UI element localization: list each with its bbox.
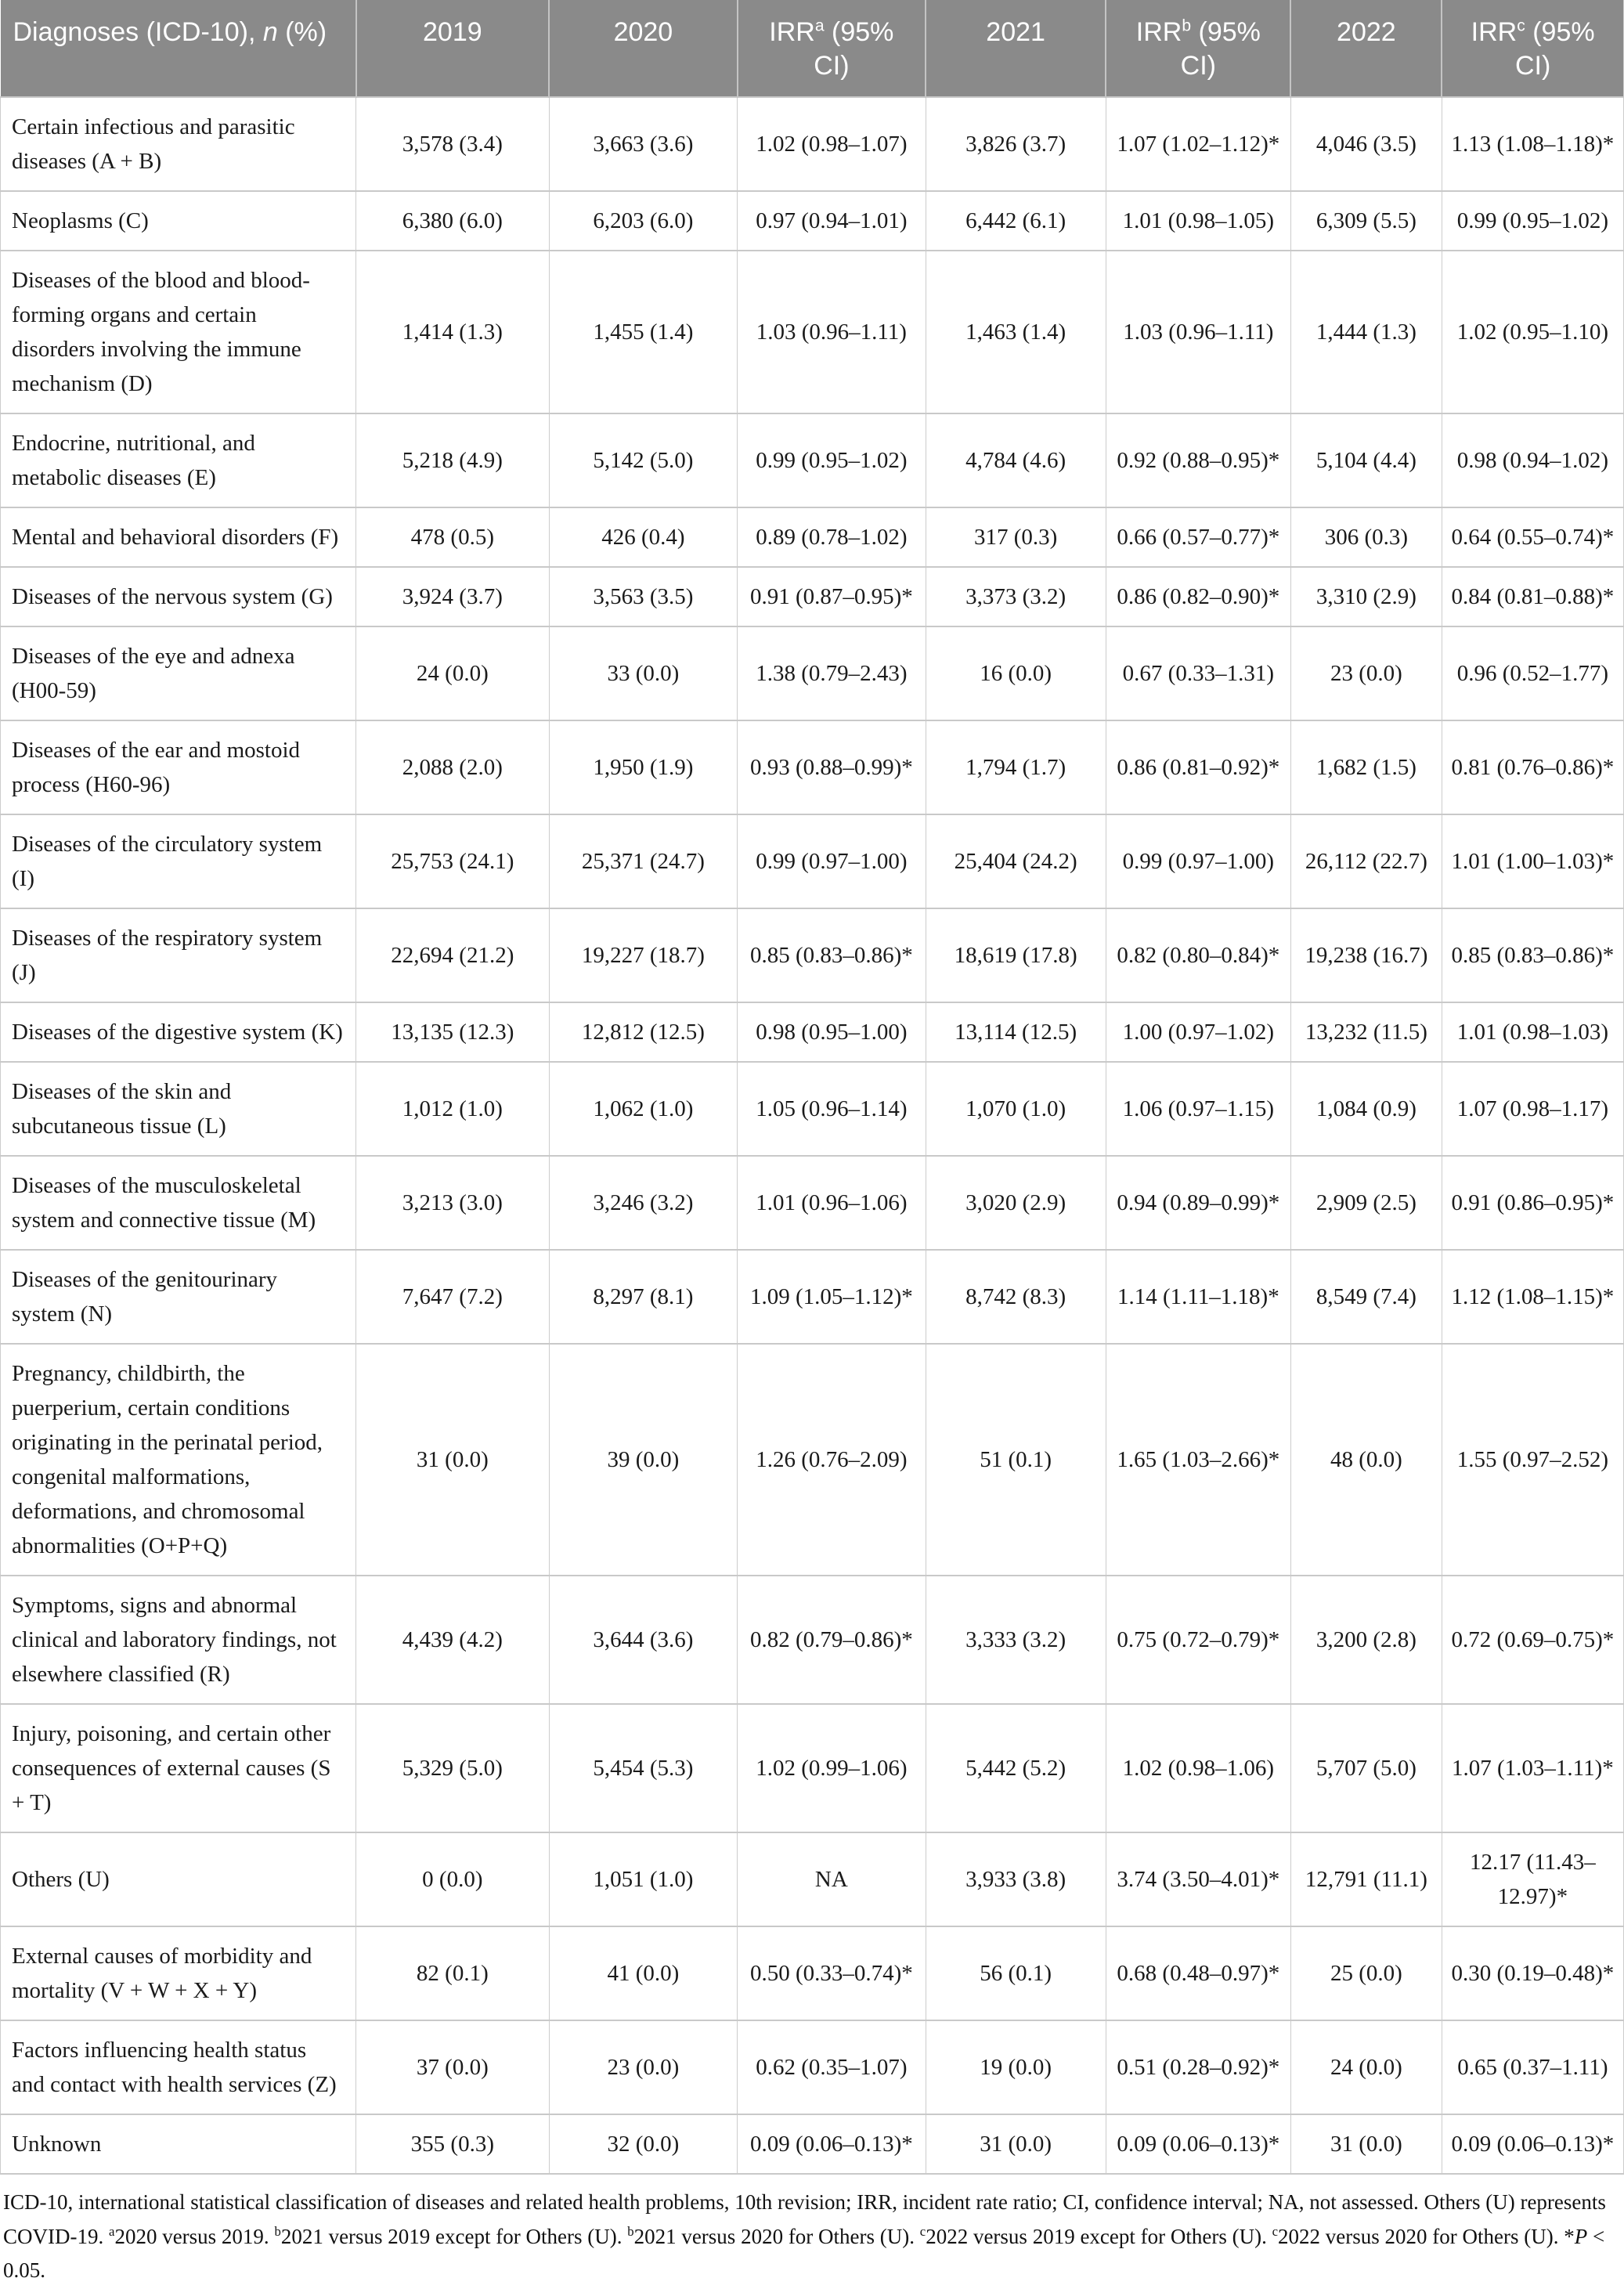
value-cell: 1.09 (1.05–1.12)* — [738, 1250, 926, 1344]
value-cell: 2,909 (2.5) — [1290, 1156, 1442, 1250]
value-cell: 4,784 (4.6) — [926, 413, 1106, 507]
value-cell: 0.99 (0.95–1.02) — [738, 413, 926, 507]
value-cell: 32 (0.0) — [549, 2114, 737, 2174]
value-cell: 5,142 (5.0) — [549, 413, 737, 507]
value-cell: 0.99 (0.97–1.00) — [1106, 814, 1290, 908]
value-cell: 3.74 (3.50–4.01)* — [1106, 1832, 1290, 1926]
value-cell: 82 (0.1) — [356, 1926, 550, 2020]
value-cell: 6,442 (6.1) — [926, 191, 1106, 251]
value-cell: 3,663 (3.6) — [549, 97, 737, 191]
value-cell: 0.98 (0.94–1.02) — [1442, 413, 1623, 507]
table-row — [1, 251, 1624, 413]
value-cell: 1.01 (0.98–1.05) — [1106, 191, 1290, 251]
diagnosis-cell: Endocrine, nutritional, and metabolic diseases (E) — [1, 413, 356, 507]
value-cell: 18,619 (17.8) — [926, 908, 1106, 1002]
footnote: ICD-10, international statistical classification of diseases and related health problems, 10th revision; IRR, incident rate ratio; CI, confidence interval; NA, not assessed. Others (U) represents COVID-19. $^a$2020 versus 2019. $^b$2021 versus 2019 except for Others (U). $^b$2021 versus 2020 for Others (U). $^c$2022 versus 2019 except for Others (U). $^c$2022 versus 2020 for Others (U). *P < 0.05. — [3, 2190, 1606, 2283]
table-row — [1, 814, 1624, 908]
value-cell: 1,070 (1.0) — [926, 1062, 1106, 1156]
value-cell: 3,200 (2.8) — [1290, 1576, 1442, 1704]
value-cell: 3,373 (3.2) — [926, 567, 1106, 626]
value-cell: 0.85 (0.83–0.86)* — [738, 908, 926, 1002]
value-cell: 0.65 (0.37–1.11) — [1442, 2020, 1623, 2114]
diagnosis-cell: Factors influencing health status and contact with health services (Z) — [1, 2020, 356, 2114]
value-cell: 306 (0.3) — [1290, 507, 1442, 567]
value-cell: 1.01 (0.98–1.03) — [1442, 1002, 1623, 1062]
value-cell: 31 (0.0) — [926, 2114, 1106, 2174]
value-cell: 25,371 (24.7) — [549, 814, 737, 908]
value-cell: 1.02 (0.98–1.06) — [1106, 1704, 1290, 1832]
value-cell: 1.01 (1.00–1.03)* — [1442, 814, 1623, 908]
column-header: 2019 — [356, 0, 550, 97]
value-cell: 22,694 (21.2) — [356, 908, 550, 1002]
value-cell: 3,213 (3.0) — [356, 1156, 550, 1250]
table-row — [1, 720, 1624, 814]
table-row — [1, 413, 1624, 507]
value-cell: 19,227 (18.7) — [549, 908, 737, 1002]
value-cell: 0.91 (0.86–0.95)* — [1442, 1156, 1623, 1250]
value-cell: 0 (0.0) — [356, 1832, 550, 1926]
value-cell: 0.89 (0.78–1.02) — [738, 507, 926, 567]
value-cell: 0.86 (0.81–0.92)* — [1106, 720, 1290, 814]
value-cell: 1,012 (1.0) — [356, 1062, 550, 1156]
value-cell: 1.03 (0.96–1.11) — [1106, 251, 1290, 413]
value-cell: 2,088 (2.0) — [356, 720, 550, 814]
diagnosis-cell: Neoplasms (C) — [1, 191, 356, 251]
value-cell: 3,333 (3.2) — [926, 1576, 1106, 1704]
value-cell: 13,114 (12.5) — [926, 1002, 1106, 1062]
value-cell: 1.02 (0.98–1.07) — [738, 97, 926, 191]
value-cell: 5,104 (4.4) — [1290, 413, 1442, 507]
value-cell: 25 (0.0) — [1290, 1926, 1442, 2020]
value-cell: 48 (0.0) — [1290, 1344, 1442, 1576]
value-cell: 31 (0.0) — [356, 1344, 550, 1576]
value-cell: 1,794 (1.7) — [926, 720, 1106, 814]
table-row — [1, 507, 1624, 567]
table-row — [1, 1250, 1624, 1344]
value-cell: 13,232 (11.5) — [1290, 1002, 1442, 1062]
value-cell: 0.68 (0.48–0.97)* — [1106, 1926, 1290, 2020]
value-cell: 1.05 (0.96–1.14) — [738, 1062, 926, 1156]
diagnosis-cell: Diseases of the blood and blood-forming organs and certain disorders involving the immune mechanism (D) — [1, 251, 356, 413]
value-cell: 0.67 (0.33–1.31) — [1106, 626, 1290, 720]
value-cell: 0.75 (0.72–0.79)* — [1106, 1576, 1290, 1704]
diagnosis-cell: Diseases of the respiratory system (J) — [1, 908, 356, 1002]
value-cell: 25,753 (24.1) — [356, 814, 550, 908]
table-row — [1, 191, 1624, 251]
value-cell: 0.96 (0.52–1.77) — [1442, 626, 1623, 720]
value-cell: 25,404 (24.2) — [926, 814, 1106, 908]
diagnosis-cell: Diseases of the digestive system (K) — [1, 1002, 356, 1062]
value-cell: 0.91 (0.87–0.95)* — [738, 567, 926, 626]
value-cell: 41 (0.0) — [549, 1926, 737, 2020]
value-cell: 426 (0.4) — [549, 507, 737, 567]
table-row — [1, 1704, 1624, 1832]
column-header: IRR$^a$ (95% CI) — [738, 0, 926, 97]
value-cell: 8,549 (7.4) — [1290, 1250, 1442, 1344]
value-cell: 1.02 (0.95–1.10) — [1442, 251, 1623, 413]
value-cell: 16 (0.0) — [926, 626, 1106, 720]
table-header — [1, 0, 1624, 97]
value-cell: 1.26 (0.76–2.09) — [738, 1344, 926, 1576]
value-cell: 13,135 (12.3) — [356, 1002, 550, 1062]
value-cell: 5,707 (5.0) — [1290, 1704, 1442, 1832]
value-cell: 1.00 (0.97–1.02) — [1106, 1002, 1290, 1062]
value-cell: 0.09 (0.06–0.13)* — [738, 2114, 926, 2174]
value-cell: 33 (0.0) — [549, 626, 737, 720]
diagnosis-cell: Diseases of the nervous system (G) — [1, 567, 356, 626]
value-cell: 1,051 (1.0) — [549, 1832, 737, 1926]
value-cell: 1.03 (0.96–1.11) — [738, 251, 926, 413]
table-row — [1, 908, 1624, 1002]
value-cell: 31 (0.0) — [1290, 2114, 1442, 2174]
value-cell: 24 (0.0) — [1290, 2020, 1442, 2114]
value-cell: 5,442 (5.2) — [926, 1704, 1106, 1832]
value-cell: 5,454 (5.3) — [549, 1704, 737, 1832]
table-row — [1, 1062, 1624, 1156]
value-cell: 3,826 (3.7) — [926, 97, 1106, 191]
table-row — [1, 567, 1624, 626]
value-cell: 1.06 (0.97–1.15) — [1106, 1062, 1290, 1156]
table-row — [1, 2114, 1624, 2174]
diagnosis-cell: Certain infectious and parasitic diseases (A + B) — [1, 97, 356, 191]
value-cell: 5,329 (5.0) — [356, 1704, 550, 1832]
value-cell: 0.93 (0.88–0.99)* — [738, 720, 926, 814]
value-cell: 6,380 (6.0) — [356, 191, 550, 251]
value-cell: 1.14 (1.11–1.18)* — [1106, 1250, 1290, 1344]
table-row — [1, 1576, 1624, 1704]
value-cell: 4,439 (4.2) — [356, 1576, 550, 1704]
value-cell: 7,647 (7.2) — [356, 1250, 550, 1344]
diagnosis-cell: Unknown — [1, 2114, 356, 2174]
value-cell: 0.85 (0.83–0.86)* — [1442, 908, 1623, 1002]
value-cell: 1,682 (1.5) — [1290, 720, 1442, 814]
value-cell: 12,812 (12.5) — [549, 1002, 737, 1062]
value-cell: 1.07 (1.02–1.12)* — [1106, 97, 1290, 191]
value-cell: 0.09 (0.06–0.13)* — [1106, 2114, 1290, 2174]
value-cell: 0.99 (0.95–1.02) — [1442, 191, 1623, 251]
value-cell: 1,463 (1.4) — [926, 251, 1106, 413]
value-cell: 3,644 (3.6) — [549, 1576, 737, 1704]
diagnosis-cell: Diseases of the eye and adnexa (H00-59) — [1, 626, 356, 720]
value-cell: 0.84 (0.81–0.88)* — [1442, 567, 1623, 626]
value-cell: 0.86 (0.82–0.90)* — [1106, 567, 1290, 626]
value-cell: 1,084 (0.9) — [1290, 1062, 1442, 1156]
value-cell: 1.38 (0.79–2.43) — [738, 626, 926, 720]
table-row — [1, 97, 1624, 191]
value-cell: 1.13 (1.08–1.18)* — [1442, 97, 1623, 191]
value-cell: 3,563 (3.5) — [549, 567, 737, 626]
value-cell: 1.01 (0.96–1.06) — [738, 1156, 926, 1250]
value-cell: 1.07 (0.98–1.17) — [1442, 1062, 1623, 1156]
diagnosis-cell: Diseases of the skin and subcutaneous tissue (L) — [1, 1062, 356, 1156]
value-cell: 0.62 (0.35–1.07) — [738, 2020, 926, 2114]
diagnosis-cell: Injury, poisoning, and certain other consequences of external causes (S + T) — [1, 1704, 356, 1832]
column-header: IRR$^c$ (95% CI) — [1442, 0, 1623, 97]
value-cell: 1.55 (0.97–2.52) — [1442, 1344, 1623, 1576]
value-cell: 19 (0.0) — [926, 2020, 1106, 2114]
diagnosis-cell: External causes of morbidity and mortality (V + W + X + Y) — [1, 1926, 356, 2020]
value-cell: 8,297 (8.1) — [549, 1250, 737, 1344]
column-header: 2021 — [926, 0, 1106, 97]
table-row — [1, 2020, 1624, 2114]
value-cell: 19,238 (16.7) — [1290, 908, 1442, 1002]
diagnosis-cell: Diseases of the musculoskeletal system and connective tissue (M) — [1, 1156, 356, 1250]
value-cell: 3,246 (3.2) — [549, 1156, 737, 1250]
value-cell: 0.98 (0.95–1.00) — [738, 1002, 926, 1062]
value-cell: 317 (0.3) — [926, 507, 1106, 567]
value-cell: 5,218 (4.9) — [356, 413, 550, 507]
value-cell: 1,062 (1.0) — [549, 1062, 737, 1156]
column-header-diagnoses: Diagnoses (ICD-10), n (%) — [1, 0, 356, 97]
value-cell: 3,924 (3.7) — [356, 567, 550, 626]
value-cell: 56 (0.1) — [926, 1926, 1106, 2020]
column-header: 2020 — [549, 0, 737, 97]
value-cell: 3,578 (3.4) — [356, 97, 550, 191]
value-cell: 1.07 (1.03–1.11)* — [1442, 1704, 1623, 1832]
value-cell: 12,791 (11.1) — [1290, 1832, 1442, 1926]
table-row — [1, 1832, 1624, 1926]
column-header: IRR$^b$ (95% CI) — [1106, 0, 1290, 97]
diagnosis-cell: Diseases of the circulatory system (I) — [1, 814, 356, 908]
value-cell: 8,742 (8.3) — [926, 1250, 1106, 1344]
column-header: 2022 — [1290, 0, 1442, 97]
value-cell: 0.64 (0.55–0.74)* — [1442, 507, 1623, 567]
value-cell: 0.50 (0.33–0.74)* — [738, 1926, 926, 2020]
diagnosis-cell: Pregnancy, childbirth, the puerperium, certain conditions originating in the perinatal period, congenital malformations, deformations, and chromosomal abnormalities (O+P+Q) — [1, 1344, 356, 1576]
value-cell: 1,444 (1.3) — [1290, 251, 1442, 413]
value-cell: 1.65 (1.03–2.66)* — [1106, 1344, 1290, 1576]
diagnosis-cell: Symptoms, signs and abnormal clinical and laboratory findings, not elsewhere classified (R) — [1, 1576, 356, 1704]
value-cell: NA — [738, 1832, 926, 1926]
value-cell: 0.66 (0.57–0.77)* — [1106, 507, 1290, 567]
value-cell: 1.02 (0.99–1.06) — [738, 1704, 926, 1832]
value-cell: 0.81 (0.76–0.86)* — [1442, 720, 1623, 814]
value-cell: 0.92 (0.88–0.95)* — [1106, 413, 1290, 507]
diagnosis-cell: Diseases of the genitourinary system (N) — [1, 1250, 356, 1344]
value-cell: 26,112 (22.7) — [1290, 814, 1442, 908]
table-row — [1, 1156, 1624, 1250]
value-cell: 6,203 (6.0) — [549, 191, 737, 251]
value-cell: 0.97 (0.94–1.01) — [738, 191, 926, 251]
value-cell: 51 (0.1) — [926, 1344, 1106, 1576]
value-cell: 0.99 (0.97–1.00) — [738, 814, 926, 908]
diagnosis-cell: Others (U) — [1, 1832, 356, 1926]
value-cell: 0.51 (0.28–0.92)* — [1106, 2020, 1290, 2114]
value-cell: 4,046 (3.5) — [1290, 97, 1442, 191]
value-cell: 1.12 (1.08–1.15)* — [1442, 1250, 1623, 1344]
value-cell: 3,933 (3.8) — [926, 1832, 1106, 1926]
value-cell: 12.17 (11.43–12.97)* — [1442, 1832, 1623, 1926]
value-cell: 0.82 (0.80–0.84)* — [1106, 908, 1290, 1002]
value-cell: 1,455 (1.4) — [549, 251, 737, 413]
table-row — [1, 1926, 1624, 2020]
table-row — [1, 1002, 1624, 1062]
table-row — [1, 1344, 1624, 1576]
value-cell: 6,309 (5.5) — [1290, 191, 1442, 251]
value-cell: 39 (0.0) — [549, 1344, 737, 1576]
value-cell: 1,950 (1.9) — [549, 720, 737, 814]
value-cell: 355 (0.3) — [356, 2114, 550, 2174]
value-cell: 0.09 (0.06–0.13)* — [1442, 2114, 1623, 2174]
value-cell: 3,310 (2.9) — [1290, 567, 1442, 626]
table-row — [1, 626, 1624, 720]
value-cell: 23 (0.0) — [1290, 626, 1442, 720]
value-cell: 0.30 (0.19–0.48)* — [1442, 1926, 1623, 2020]
value-cell: 0.94 (0.89–0.99)* — [1106, 1156, 1290, 1250]
value-cell: 37 (0.0) — [356, 2020, 550, 2114]
table-body — [1, 97, 1624, 2174]
value-cell: 23 (0.0) — [549, 2020, 737, 2114]
value-cell: 1,414 (1.3) — [356, 251, 550, 413]
table-header-row — [1, 0, 1624, 97]
diagnosis-cell: Mental and behavioral disorders (F) — [1, 507, 356, 567]
value-cell: 0.82 (0.79–0.86)* — [738, 1576, 926, 1704]
value-cell: 24 (0.0) — [356, 626, 550, 720]
value-cell: 3,020 (2.9) — [926, 1156, 1106, 1250]
diagnosis-cell: Diseases of the ear and mostoid process (H60-96) — [1, 720, 356, 814]
value-cell: 478 (0.5) — [356, 507, 550, 567]
value-cell: 0.72 (0.69–0.75)* — [1442, 1576, 1623, 1704]
